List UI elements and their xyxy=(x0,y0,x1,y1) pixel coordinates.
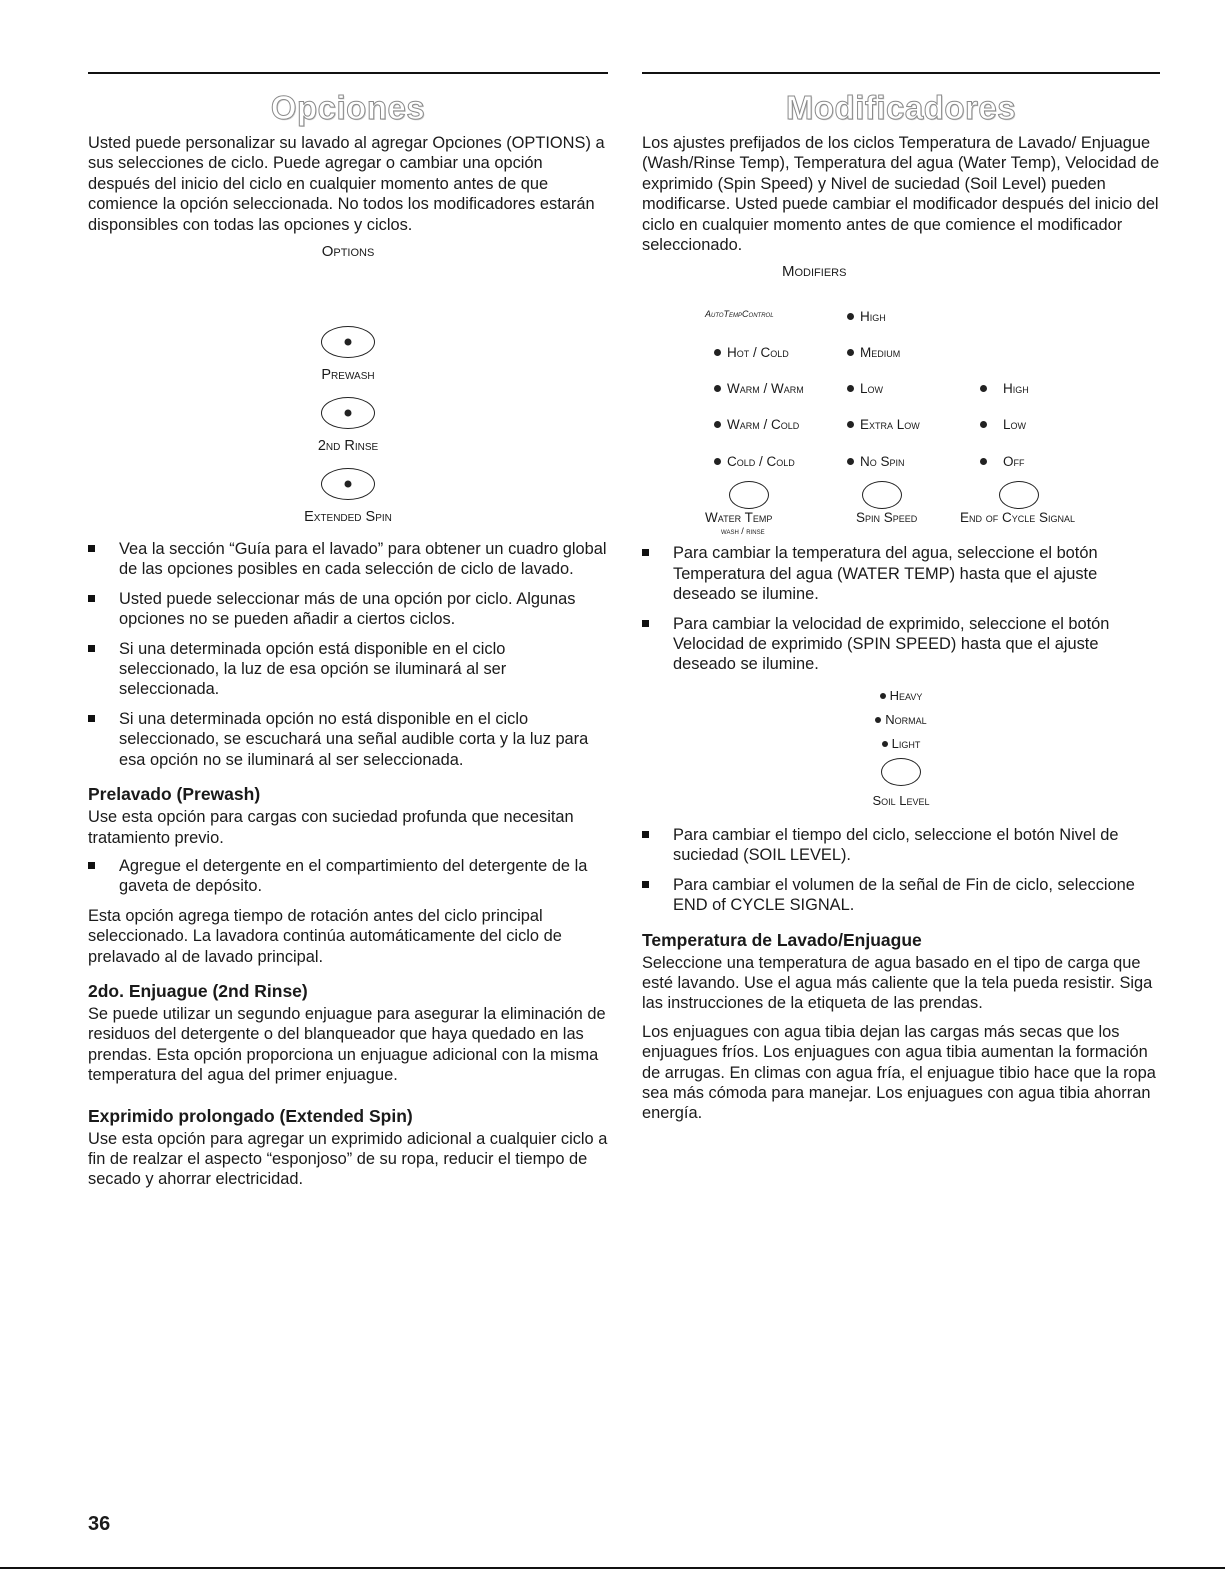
water-temp-option: Warm / Warm xyxy=(714,381,804,396)
spin-speed-option: Medium xyxy=(847,345,900,360)
water-temp-label: Water Temp xyxy=(705,510,773,526)
list-item: Para cambiar el volumen de la señal de Fin de ciclo, seleccione END of CYCLE SIGNAL. xyxy=(642,875,1160,916)
water-temp-sublabel: wash / rinse xyxy=(721,526,765,537)
list-item: Para cambiar la temperatura del agua, seleccione el botón Temperatura del agua (WATER TEMP) hasta que el ajuste deseado se ilumine. xyxy=(642,543,1160,604)
second-rinse-button-icon xyxy=(321,397,375,429)
square-bullet-icon xyxy=(88,545,95,552)
modifiers-panel xyxy=(642,263,1160,537)
spin-speed-option: No Spin xyxy=(847,454,905,469)
prewash-button-icon xyxy=(321,326,375,358)
spin-speed-option: Extra Low xyxy=(847,417,920,432)
square-bullet-icon xyxy=(642,831,649,838)
extended-spin-option xyxy=(88,468,608,525)
options-panel-label: Options xyxy=(321,243,375,261)
modifiers-panel-label: Modifiers xyxy=(782,263,847,281)
soil-level-label: Soil Level xyxy=(872,792,930,808)
prewash-label: Prewash xyxy=(321,367,375,384)
top-rule-left xyxy=(88,72,608,74)
intro-paragraph: Los ajustes prefijados de los ciclos Temperatura de Lavado/ Enjuague (Wash/Rinse Temp), Temperatura del agua (Water Temp), Velocidad de exprimido (Spin Speed) y Nivel de suciedad (Soil Level) pueden modificarse. Usted puede cambiar el modificador después del inicio del ciclo en cualquier momento antes de que comience el modificador seleccionado. xyxy=(642,134,1160,255)
auto-temp-control-label: AutoTempControl xyxy=(705,309,774,320)
wash-rinse-temp-heading: Temperatura de Lavado/Enjuague xyxy=(642,929,922,950)
left-column xyxy=(88,72,608,1198)
square-bullet-icon xyxy=(88,715,95,722)
spin-speed-label: Spin Speed xyxy=(856,510,918,526)
modifiers-bullet-list-1 xyxy=(642,543,1160,674)
soil-level-option: Light xyxy=(642,732,1160,756)
list-item: Para cambiar el tiempo del ciclo, seleccione el botón Nivel de suciedad (SOIL LEVEL). xyxy=(642,825,1160,866)
end-of-cycle-signal-button-icon xyxy=(999,481,1039,509)
section-title-modificadores: Modificadores xyxy=(785,89,1017,126)
signal-option: Low xyxy=(980,417,1026,432)
second-rinse-option xyxy=(88,397,608,454)
prewash-option xyxy=(88,326,608,383)
wash-rinse-paragraph-2: Los enjuagues con agua tibia dejan las cargas más secas que los enjuagues fríos. Los enjuagues con agua tibia aumentan la formación de arrugas. En climas con agua fría, el enjuague tibio hace que la ropa sea más cómoda para manejar. Los enjuagues con agua tibia ahorran energía. xyxy=(642,1022,1156,1123)
prewash-paragraph-1: Use esta opción para cargas con suciedad profunda que necesitan tratamiento previo. xyxy=(88,808,574,847)
water-temp-option: Cold / Cold xyxy=(714,454,795,469)
soil-level-button-icon xyxy=(881,758,921,786)
extended-spin-button-icon xyxy=(321,468,375,500)
spin-speed-option: High xyxy=(847,309,886,324)
end-of-cycle-signal-label: End of Cycle Signal xyxy=(960,510,1076,526)
list-item: Si una determinada opción está disponible en el ciclo seleccionado, la luz de esa opción se iluminará al ser seleccionada. xyxy=(88,639,608,700)
options-bullet-list xyxy=(88,539,608,770)
bottom-rule xyxy=(0,1567,1225,1569)
wash-rinse-paragraph-1: Seleccione una temperatura de agua basado en el tipo de carga que esté lavando. Use el agua más caliente que la tela pueda resistir. Siga las instrucciones de la etiqueta de las prendas. xyxy=(642,953,1153,1013)
top-rule-right xyxy=(642,72,1160,74)
soil-level-option: Normal xyxy=(642,708,1160,732)
extended-spin-paragraph: Use esta opción para agregar un exprimido adicional a cualquier ciclo a fin de realzar el aspecto “esponjoso” de su ropa, reducir el tiempo de secado y ahorrar electricidad. xyxy=(88,1129,608,1189)
page-number: 36 xyxy=(88,1513,111,1535)
modifiers-bullet-list-2 xyxy=(642,825,1160,916)
water-temp-option: Hot / Cold xyxy=(714,345,789,360)
extended-spin-label: Extended Spin xyxy=(304,509,392,526)
water-temp-button-icon xyxy=(729,481,769,509)
square-bullet-icon xyxy=(88,862,95,869)
list-item: Si una determinada opción no está disponible en el ciclo seleccionado, se escuchará una señal audible corta y la luz para esa opción no se iluminará al ser seleccionada. xyxy=(88,709,608,770)
spin-speed-option: Low xyxy=(847,381,883,396)
prewash-heading: Prelavado (Prewash) xyxy=(88,784,261,805)
list-item: Vea la sección “Guía para el lavado” para obtener un cuadro global de las opciones posibles en cada selección de ciclo de lavado. xyxy=(88,539,608,580)
signal-option: Off xyxy=(980,454,1025,469)
extended-spin-heading: Exprimido prolongado (Extended Spin) xyxy=(88,1105,413,1126)
square-bullet-icon xyxy=(88,595,95,602)
second-rinse-label: 2nd Rinse xyxy=(317,438,379,455)
square-bullet-icon xyxy=(642,620,649,627)
water-temp-option: Warm / Cold xyxy=(714,417,799,432)
square-bullet-icon xyxy=(642,881,649,888)
second-rinse-heading: 2do. Enjuague (2nd Rinse) xyxy=(88,980,308,1001)
second-rinse-paragraph: Se puede utilizar un segundo enjuague para asegurar la eliminación de residuos del detergente o del blanqueador que haya quedado en las prendas. Esta opción proporciona un enjuague adicional con la misma temperatura del agua del primer enjuague. xyxy=(88,1004,606,1085)
prewash-bullet-list xyxy=(88,856,608,897)
right-column xyxy=(642,72,1160,1132)
list-item: Para cambiar la velocidad de exprimido, seleccione el botón Velocidad de exprimido (SPIN SPEED) hasta que el ajuste deseado se ilumine. xyxy=(642,614,1160,675)
square-bullet-icon xyxy=(642,549,649,556)
list-item: Agregue el detergente en el compartimiento del detergente de la gaveta de depósito. xyxy=(88,856,608,897)
intro-paragraph: Usted puede personalizar su lavado al agregar Opciones (OPTIONS) a sus selecciones de ciclo. Puede agregar o cambiar una opción después del inicio del ciclo en cualquier momento antes de que comience la opción seleccionada. No todos los modificadores estarán disponsibles con todas las opciones y ciclos. xyxy=(88,134,605,234)
prewash-paragraph-2: Esta opción agrega tiempo de rotación antes del ciclo principal seleccionado. La lavadora continúa automáticamente del ciclo de prelavado al de lavado principal. xyxy=(88,906,562,966)
soil-level-panel xyxy=(642,684,1160,813)
spin-speed-button-icon xyxy=(862,481,902,509)
section-title-opciones: Opciones xyxy=(270,89,426,126)
signal-option: High xyxy=(980,381,1029,396)
list-item: Usted puede seleccionar más de una opción por ciclo. Algunas opciones no se pueden añadir a ciertos ciclos. xyxy=(88,589,608,630)
options-panel xyxy=(88,243,608,525)
soil-level-option: Heavy xyxy=(642,684,1160,708)
square-bullet-icon xyxy=(88,645,95,652)
